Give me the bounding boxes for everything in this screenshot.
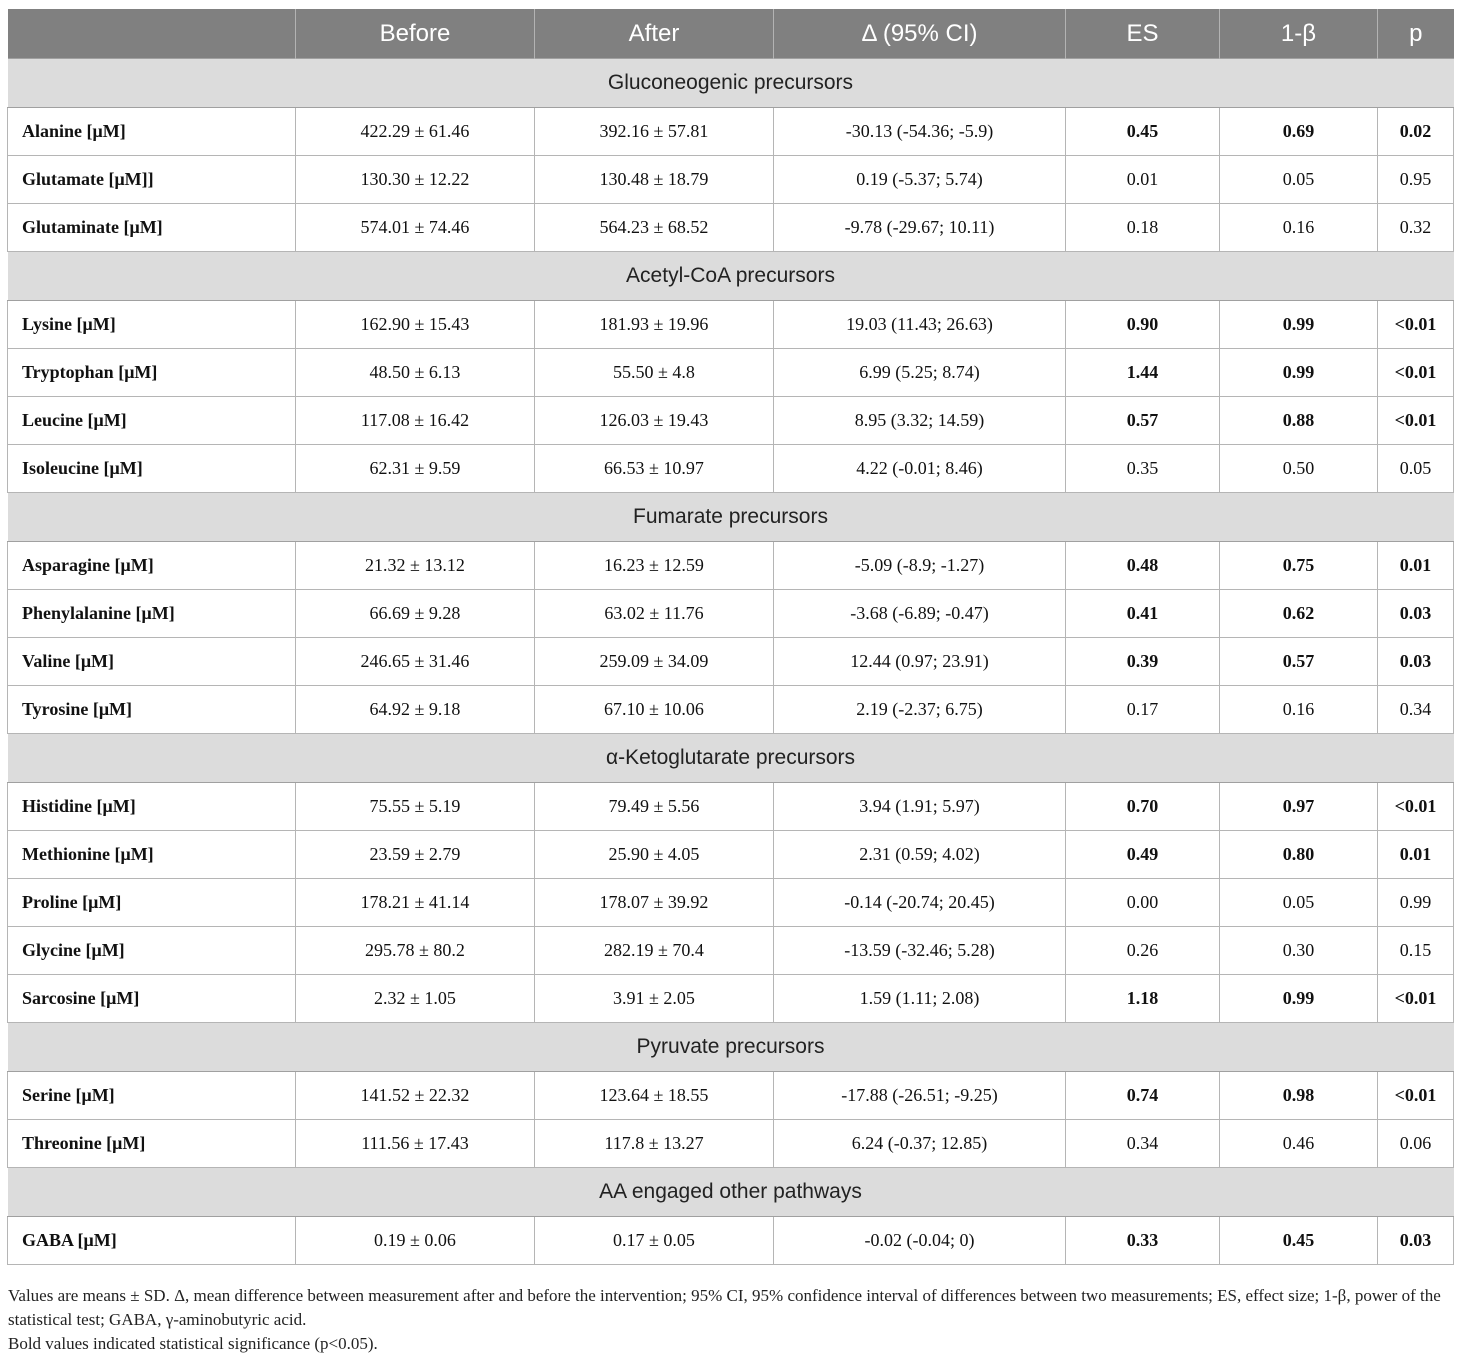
cell-delta: 19.03 (11.43; 26.63) bbox=[774, 301, 1066, 349]
header-cell-name bbox=[8, 9, 296, 59]
cell-p: <0.01 bbox=[1378, 975, 1454, 1023]
cell-delta: -13.59 (-32.46; 5.28) bbox=[774, 927, 1066, 975]
section-title: Gluconeogenic precursors bbox=[8, 59, 1454, 108]
cell-name: Glutaminate [μM] bbox=[8, 204, 296, 252]
cell-name: Histidine [μM] bbox=[8, 783, 296, 831]
cell-name: Proline [μM] bbox=[8, 879, 296, 927]
cell-name: GABA [μM] bbox=[8, 1217, 296, 1265]
cell-name: Serine [μM] bbox=[8, 1072, 296, 1120]
footnote-significance: Bold values indicated statistical significance (p<0.05). bbox=[8, 1334, 378, 1353]
section-row bbox=[8, 1023, 1454, 1072]
cell-power: 0.80 bbox=[1220, 831, 1378, 879]
cell-es: 0.18 bbox=[1066, 204, 1220, 252]
cell-before: 246.65 ± 31.46 bbox=[296, 638, 535, 686]
table-row bbox=[8, 204, 1454, 252]
header-cell-after: After bbox=[535, 9, 774, 59]
table-row bbox=[8, 108, 1454, 156]
cell-after: 16.23 ± 12.59 bbox=[535, 542, 774, 590]
cell-delta: 0.19 (-5.37; 5.74) bbox=[774, 156, 1066, 204]
cell-p: 0.06 bbox=[1378, 1120, 1454, 1168]
cell-delta: 6.99 (5.25; 8.74) bbox=[774, 349, 1066, 397]
cell-delta: 4.22 (-0.01; 8.46) bbox=[774, 445, 1066, 493]
table-row bbox=[8, 927, 1454, 975]
cell-es: 0.74 bbox=[1066, 1072, 1220, 1120]
cell-p: <0.01 bbox=[1378, 1072, 1454, 1120]
cell-delta: -30.13 (-54.36; -5.9) bbox=[774, 108, 1066, 156]
table-row bbox=[8, 1217, 1454, 1265]
cell-p: 0.02 bbox=[1378, 108, 1454, 156]
header-cell-before: Before bbox=[296, 9, 535, 59]
cell-name: Valine [μM] bbox=[8, 638, 296, 686]
cell-after: 282.19 ± 70.4 bbox=[535, 927, 774, 975]
cell-delta: -3.68 (-6.89; -0.47) bbox=[774, 590, 1066, 638]
table-row bbox=[8, 156, 1454, 204]
cell-delta: -0.14 (-20.74; 20.45) bbox=[774, 879, 1066, 927]
cell-es: 0.39 bbox=[1066, 638, 1220, 686]
cell-p: 0.03 bbox=[1378, 638, 1454, 686]
cell-name: Isoleucine [μM] bbox=[8, 445, 296, 493]
cell-after: 79.49 ± 5.56 bbox=[535, 783, 774, 831]
section-row bbox=[8, 493, 1454, 542]
header-cell-delta: Δ (95% CI) bbox=[774, 9, 1066, 59]
cell-before: 141.52 ± 22.32 bbox=[296, 1072, 535, 1120]
section-title: AA engaged other pathways bbox=[8, 1168, 1454, 1217]
cell-delta: 8.95 (3.32; 14.59) bbox=[774, 397, 1066, 445]
cell-es: 0.90 bbox=[1066, 301, 1220, 349]
table-row bbox=[8, 590, 1454, 638]
cell-name: Lysine [μM] bbox=[8, 301, 296, 349]
table-row bbox=[8, 638, 1454, 686]
cell-before: 162.90 ± 15.43 bbox=[296, 301, 535, 349]
table-body bbox=[8, 59, 1454, 1265]
cell-es: 0.17 bbox=[1066, 686, 1220, 734]
cell-before: 295.78 ± 80.2 bbox=[296, 927, 535, 975]
cell-before: 62.31 ± 9.59 bbox=[296, 445, 535, 493]
cell-after: 3.91 ± 2.05 bbox=[535, 975, 774, 1023]
header-row bbox=[8, 9, 1454, 59]
cell-p: 0.99 bbox=[1378, 879, 1454, 927]
cell-p: 0.03 bbox=[1378, 1217, 1454, 1265]
cell-power: 0.69 bbox=[1220, 108, 1378, 156]
cell-delta: 12.44 (0.97; 23.91) bbox=[774, 638, 1066, 686]
cell-after: 0.17 ± 0.05 bbox=[535, 1217, 774, 1265]
cell-power: 0.98 bbox=[1220, 1072, 1378, 1120]
cell-p: 0.05 bbox=[1378, 445, 1454, 493]
cell-power: 0.99 bbox=[1220, 301, 1378, 349]
amino-acid-table bbox=[7, 9, 1454, 1265]
table-row bbox=[8, 397, 1454, 445]
cell-after: 126.03 ± 19.43 bbox=[535, 397, 774, 445]
cell-es: 0.34 bbox=[1066, 1120, 1220, 1168]
cell-before: 2.32 ± 1.05 bbox=[296, 975, 535, 1023]
cell-es: 0.48 bbox=[1066, 542, 1220, 590]
section-row bbox=[8, 734, 1454, 783]
cell-before: 64.92 ± 9.18 bbox=[296, 686, 535, 734]
cell-name: Leucine [μM] bbox=[8, 397, 296, 445]
section-row bbox=[8, 59, 1454, 108]
cell-delta: 1.59 (1.11; 2.08) bbox=[774, 975, 1066, 1023]
section-title: Fumarate precursors bbox=[8, 493, 1454, 542]
cell-name: Tyrosine [μM] bbox=[8, 686, 296, 734]
cell-p: 0.32 bbox=[1378, 204, 1454, 252]
cell-p: <0.01 bbox=[1378, 397, 1454, 445]
cell-es: 1.44 bbox=[1066, 349, 1220, 397]
cell-p: 0.95 bbox=[1378, 156, 1454, 204]
header-cell-p: p bbox=[1378, 9, 1454, 59]
header-cell-es: ES bbox=[1066, 9, 1220, 59]
cell-name: Glutamate [μM]] bbox=[8, 156, 296, 204]
cell-es: 0.26 bbox=[1066, 927, 1220, 975]
cell-delta: -9.78 (-29.67; 10.11) bbox=[774, 204, 1066, 252]
cell-delta: 2.31 (0.59; 4.02) bbox=[774, 831, 1066, 879]
cell-es: 0.45 bbox=[1066, 108, 1220, 156]
section-row bbox=[8, 252, 1454, 301]
cell-name: Asparagine [μM] bbox=[8, 542, 296, 590]
cell-name: Tryptophan [μM] bbox=[8, 349, 296, 397]
cell-name: Phenylalanine [μM] bbox=[8, 590, 296, 638]
cell-delta: -17.88 (-26.51; -9.25) bbox=[774, 1072, 1066, 1120]
cell-delta: -0.02 (-0.04; 0) bbox=[774, 1217, 1066, 1265]
cell-before: 574.01 ± 74.46 bbox=[296, 204, 535, 252]
table-row bbox=[8, 975, 1454, 1023]
cell-p: <0.01 bbox=[1378, 301, 1454, 349]
cell-after: 178.07 ± 39.92 bbox=[535, 879, 774, 927]
table-row bbox=[8, 1072, 1454, 1120]
section-row bbox=[8, 1168, 1454, 1217]
cell-after: 66.53 ± 10.97 bbox=[535, 445, 774, 493]
footnote-abbreviations: Values are means ± SD. Δ, mean difference between measurement after and before the intervention; 95% CI, 95% confidence interval of differences between two measurements; ES, effect size; 1-β, power of the statistical test; GABA, γ-aminobutyric acid. bbox=[8, 1286, 1441, 1329]
cell-power: 0.50 bbox=[1220, 445, 1378, 493]
cell-es: 0.35 bbox=[1066, 445, 1220, 493]
cell-delta: -5.09 (-8.9; -1.27) bbox=[774, 542, 1066, 590]
cell-after: 564.23 ± 68.52 bbox=[535, 204, 774, 252]
cell-es: 0.57 bbox=[1066, 397, 1220, 445]
cell-after: 392.16 ± 57.81 bbox=[535, 108, 774, 156]
cell-name: Sarcosine [μM] bbox=[8, 975, 296, 1023]
cell-before: 66.69 ± 9.28 bbox=[296, 590, 535, 638]
section-title: Pyruvate precursors bbox=[8, 1023, 1454, 1072]
cell-es: 0.00 bbox=[1066, 879, 1220, 927]
cell-power: 0.16 bbox=[1220, 204, 1378, 252]
cell-before: 23.59 ± 2.79 bbox=[296, 831, 535, 879]
cell-power: 0.46 bbox=[1220, 1120, 1378, 1168]
cell-power: 0.88 bbox=[1220, 397, 1378, 445]
table-row bbox=[8, 349, 1454, 397]
cell-es: 0.49 bbox=[1066, 831, 1220, 879]
table-row bbox=[8, 686, 1454, 734]
cell-before: 422.29 ± 61.46 bbox=[296, 108, 535, 156]
cell-es: 0.01 bbox=[1066, 156, 1220, 204]
cell-before: 0.19 ± 0.06 bbox=[296, 1217, 535, 1265]
cell-es: 1.18 bbox=[1066, 975, 1220, 1023]
cell-after: 117.8 ± 13.27 bbox=[535, 1120, 774, 1168]
cell-delta: 3.94 (1.91; 5.97) bbox=[774, 783, 1066, 831]
cell-after: 123.64 ± 18.55 bbox=[535, 1072, 774, 1120]
cell-after: 181.93 ± 19.96 bbox=[535, 301, 774, 349]
cell-before: 48.50 ± 6.13 bbox=[296, 349, 535, 397]
table-row bbox=[8, 1120, 1454, 1168]
cell-name: Glycine [μM] bbox=[8, 927, 296, 975]
cell-p: 0.34 bbox=[1378, 686, 1454, 734]
section-title: α-Ketoglutarate precursors bbox=[8, 734, 1454, 783]
table-row bbox=[8, 879, 1454, 927]
cell-power: 0.62 bbox=[1220, 590, 1378, 638]
cell-power: 0.99 bbox=[1220, 349, 1378, 397]
table-row bbox=[8, 831, 1454, 879]
cell-power: 0.05 bbox=[1220, 879, 1378, 927]
cell-power: 0.99 bbox=[1220, 975, 1378, 1023]
cell-after: 67.10 ± 10.06 bbox=[535, 686, 774, 734]
cell-es: 0.33 bbox=[1066, 1217, 1220, 1265]
cell-power: 0.75 bbox=[1220, 542, 1378, 590]
cell-name: Methionine [μM] bbox=[8, 831, 296, 879]
cell-power: 0.97 bbox=[1220, 783, 1378, 831]
cell-after: 259.09 ± 34.09 bbox=[535, 638, 774, 686]
cell-delta: 2.19 (-2.37; 6.75) bbox=[774, 686, 1066, 734]
cell-before: 117.08 ± 16.42 bbox=[296, 397, 535, 445]
cell-name: Alanine [μM] bbox=[8, 108, 296, 156]
cell-name: Threonine [μM] bbox=[8, 1120, 296, 1168]
cell-after: 130.48 ± 18.79 bbox=[535, 156, 774, 204]
cell-p: 0.15 bbox=[1378, 927, 1454, 975]
cell-es: 0.70 bbox=[1066, 783, 1220, 831]
cell-power: 0.16 bbox=[1220, 686, 1378, 734]
cell-before: 130.30 ± 12.22 bbox=[296, 156, 535, 204]
table-row bbox=[8, 445, 1454, 493]
cell-power: 0.05 bbox=[1220, 156, 1378, 204]
cell-p: <0.01 bbox=[1378, 349, 1454, 397]
cell-p: <0.01 bbox=[1378, 783, 1454, 831]
section-title: Acetyl-CoA precursors bbox=[8, 252, 1454, 301]
cell-p: 0.01 bbox=[1378, 831, 1454, 879]
cell-after: 55.50 ± 4.8 bbox=[535, 349, 774, 397]
table-footnote bbox=[8, 1284, 1454, 1356]
cell-before: 111.56 ± 17.43 bbox=[296, 1120, 535, 1168]
cell-p: 0.01 bbox=[1378, 542, 1454, 590]
cell-before: 178.21 ± 41.14 bbox=[296, 879, 535, 927]
cell-es: 0.41 bbox=[1066, 590, 1220, 638]
cell-power: 0.30 bbox=[1220, 927, 1378, 975]
cell-before: 75.55 ± 5.19 bbox=[296, 783, 535, 831]
cell-before: 21.32 ± 13.12 bbox=[296, 542, 535, 590]
cell-after: 63.02 ± 11.76 bbox=[535, 590, 774, 638]
cell-power: 0.57 bbox=[1220, 638, 1378, 686]
table-row bbox=[8, 301, 1454, 349]
cell-p: 0.03 bbox=[1378, 590, 1454, 638]
cell-after: 25.90 ± 4.05 bbox=[535, 831, 774, 879]
table-row bbox=[8, 542, 1454, 590]
table-row bbox=[8, 783, 1454, 831]
cell-delta: 6.24 (-0.37; 12.85) bbox=[774, 1120, 1066, 1168]
header-cell-power: 1-β bbox=[1220, 9, 1378, 59]
cell-power: 0.45 bbox=[1220, 1217, 1378, 1265]
